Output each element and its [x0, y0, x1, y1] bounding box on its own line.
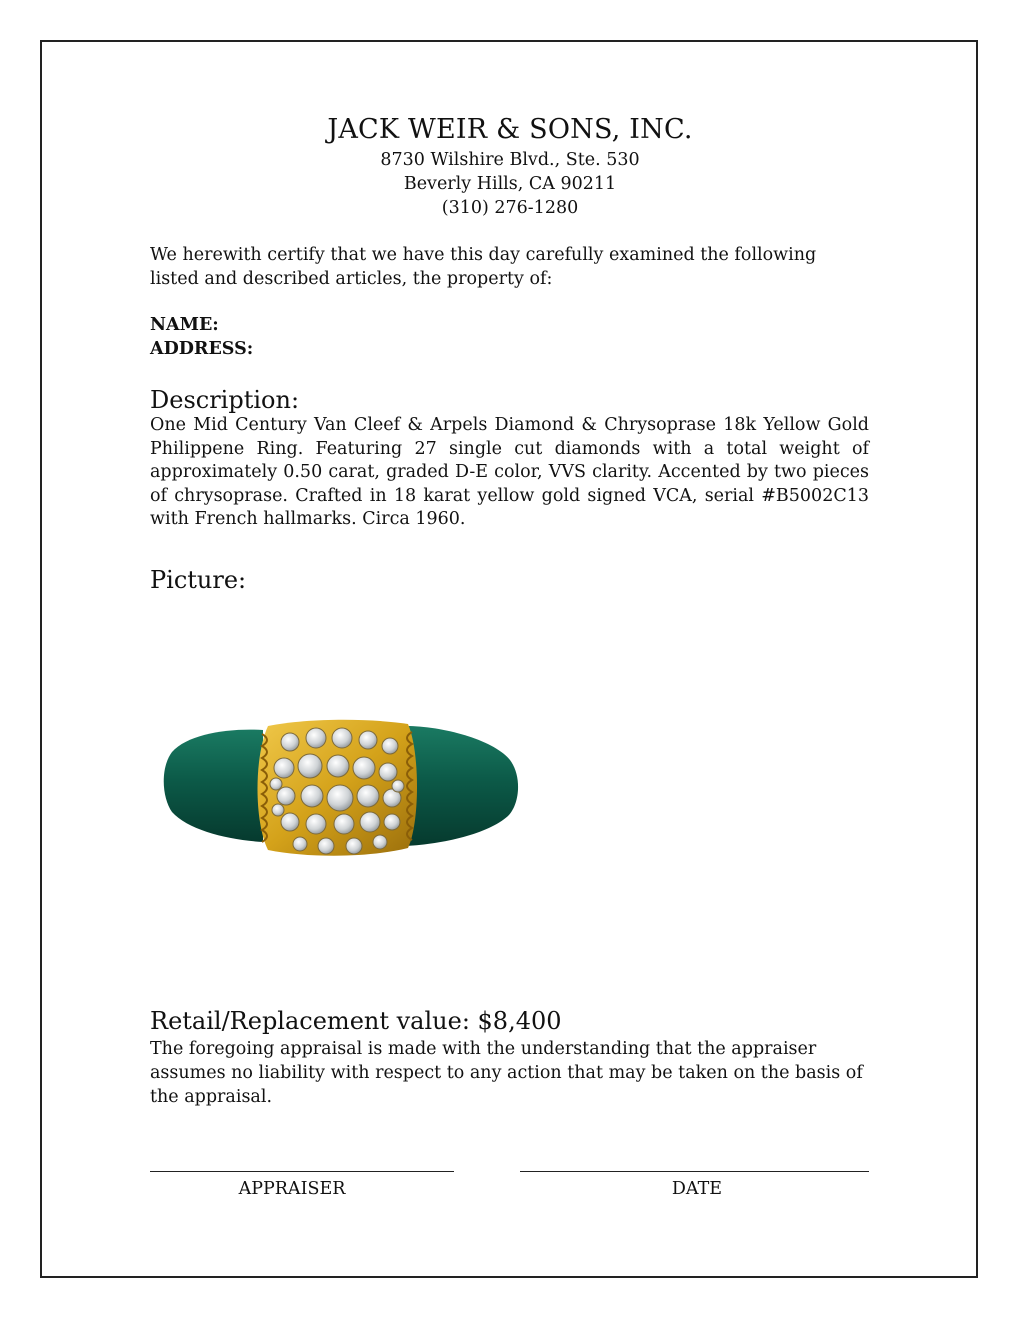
appraiser-label: APPRAISER [238, 1179, 346, 1199]
appraisal-disclaimer: The foregoing appraisal is made with the understanding that the appraiser assumes no liability with respect to any action that may be taken on the basis of the appraisal. [150, 1039, 863, 1107]
name-label: NAME: [150, 315, 219, 335]
ring-photo [158, 712, 526, 872]
company-address-line1: 8730 Wilshire Blvd., Ste. 530 [380, 150, 640, 170]
picture-heading: Picture: [150, 566, 247, 594]
right-chrysoprase [406, 726, 518, 846]
company-name: JACK WEIR & SONS, INC. [327, 114, 693, 145]
company-address-line2: Beverly Hills, CA 90211 [403, 174, 617, 194]
company-phone: (310) 276-1280 [441, 198, 579, 218]
address-label: ADDRESS: [150, 339, 254, 359]
owner-fields [150, 313, 869, 361]
date-signature-line [520, 1171, 869, 1172]
date-label: DATE [671, 1179, 723, 1199]
letterhead [0, 112, 1020, 220]
appraiser-signature-line [150, 1171, 454, 1172]
certification-intro: We herewith certify that we have this day carefully examined the following listed and described articles, the property of: [150, 245, 817, 289]
description-heading: Description: [150, 386, 300, 414]
replacement-value-heading: Retail/Replacement value: $8,400 [150, 1007, 562, 1035]
description-text: One Mid Century Van Cleef & Arpels Diamond & Chrysoprase 18k Yellow Gold Philippene Ring. Featuring 27 single cut diamonds with a total weight of approximately 0.50 carat, graded D-E color, VVS clarity. Accented by two pieces of chrysoprase. Crafted in 18 karat yellow gold signed VCA, serial #B5002C13 with French hallmarks. Circa 1960. [150, 415, 869, 530]
left-chrysoprase [164, 730, 263, 842]
